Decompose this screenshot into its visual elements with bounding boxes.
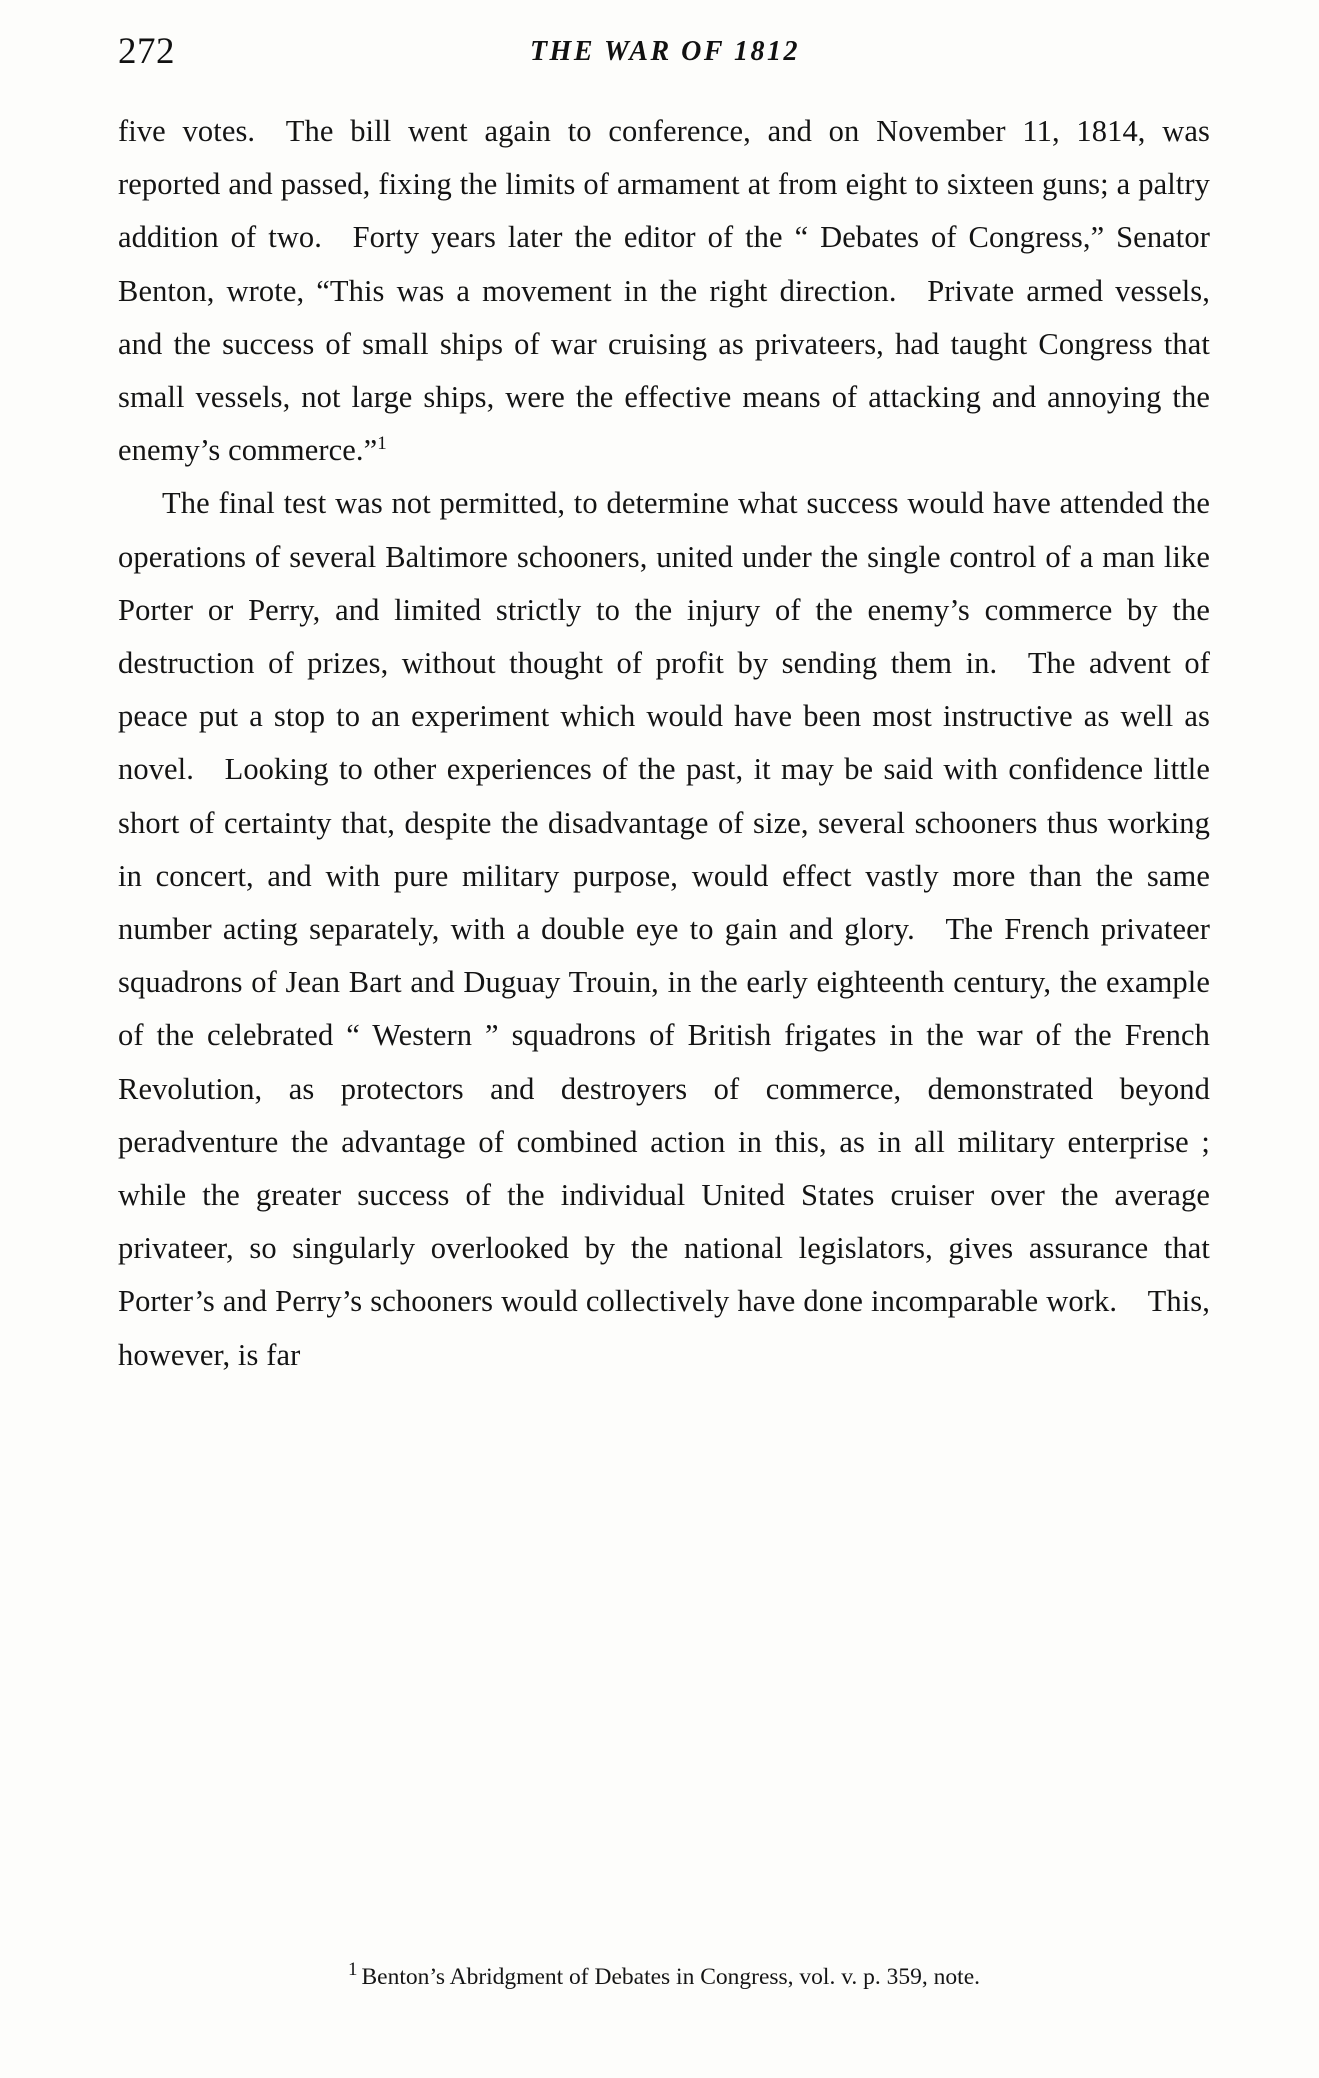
footnote-reference: 1 [377,433,387,455]
page-number: 272 [118,31,175,72]
body-text [118,105,1210,1382]
footnote [118,1959,1210,1992]
paragraph-2: The final test was not permitted, to determine what success would have attended the operations of several Baltimore schooners, united under the single control of a man like Porter or Perry, and limited strictly to the injury of the enemy’s commerce by the destruction of prizes, without thought of profit by sending them in. The advent of peace put a stop to an experiment which would have been most instructive as well as novel. Looking to other experiences of the past, it may be said with confidence little short of certainty that, despite the disadvantage of size, several schooners thus working in concert, and with pure military purpose, would effect vastly more than the same number acting separately, with a double eye to gain and glory. The French privateer squadrons of Jean Bart and Duguay Trouin, in the early eighteenth century, the example of the celebrated “ Western ” squadrons of British frigates in the war of the French Revolution, as protectors and destroyers of commerce, demonstrated beyond peradventure the advantage of combined action in this, as in all military enterprise ; while the greater success of the individual United States cruiser over the average privateer, so singularly overlooked by the national legislators, gives assurance that Porter’s and Perry’s schooners would collectively have done incomparable work. This, however, is far [118,486,1210,1372]
footnote-number: 1 [347,1959,358,1981]
paragraph-1-text: five votes. The bill went again to conference, and on November 11, 1814, was reported and passed, fixing the limits of armament at from eight to sixteen guns; a paltry addition of two. Forty years later the editor of the “ Debates of Congress,” Senator Benton, wrote, “This was a movement in the right direction. Private armed vessels, and the success of small ships of war cruising as privateers, had taught Congress that small vessels, not large ships, were the effective means of attacking and annoying the enemy’s commerce.” [118,114,1210,468]
footnote-text: Benton’s Abridgment of Debates in Congress, vol. v. p. 359, note. [361,1964,981,1990]
page-header [110,30,1220,80]
paragraph-1 [118,105,1210,477]
running-head: THE WAR OF 1812 [529,36,801,67]
